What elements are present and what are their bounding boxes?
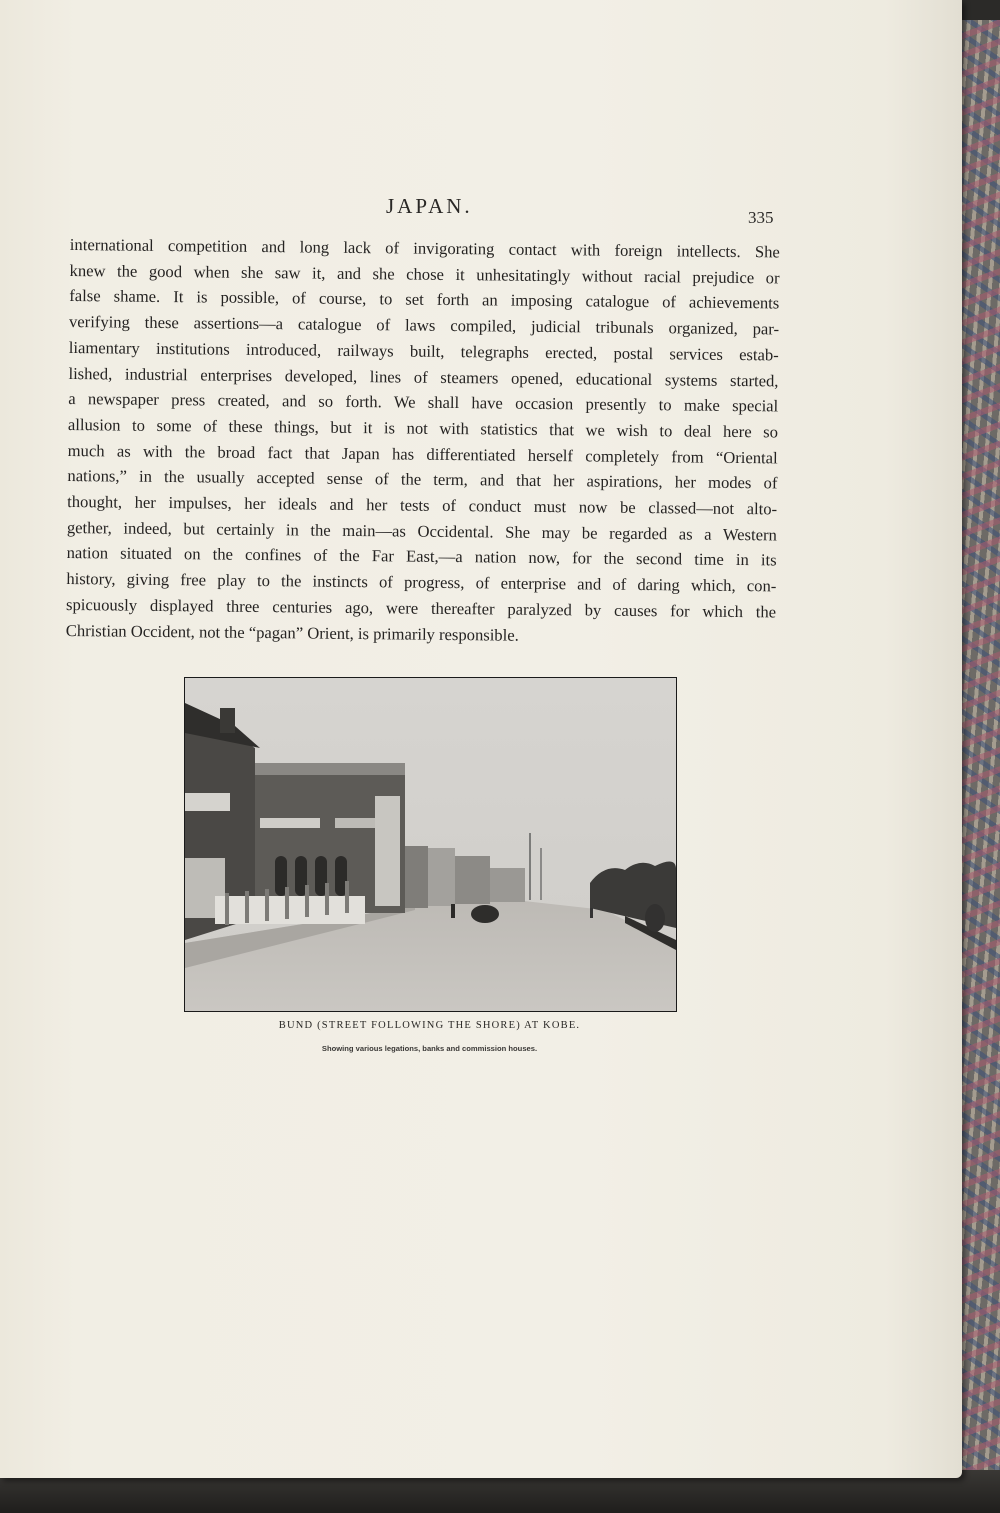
text-line: liamentary institutions introduced, railways built, telegraphs erected, postal services estab-	[68, 337, 779, 365]
text-line: false shame. It is possible, of course, to set forth an imposing catalogue of achievements	[69, 286, 780, 313]
text-line: verifying these assertions—a catalogue of laws compiled, judicial tribunals organized, par-	[68, 312, 780, 339]
page-number: 335	[748, 208, 774, 227]
text-line: gether, indeed, but certainly in the main—as Occidental. She may be regarded as a Western	[66, 517, 777, 545]
text-line: knew the good when she saw it, and she chose it unhesitatingly without racial prejudice or	[69, 260, 780, 288]
figure-subcaption: Showing various legations, banks and commission houses.	[321, 1044, 538, 1053]
text-line: nation situated on the confines of the Far East,—a nation now, for the second time in its	[66, 543, 777, 570]
text-line: thought, her impulses, her ideals and her tests of conduct must now be classed—not alto-	[67, 492, 778, 519]
street-photograph	[184, 677, 677, 1012]
text-line: lished, industrial enterprises developed, lines of steamers opened, educational systems started,	[68, 363, 779, 390]
text-line: Christian Occident, not the “pagan” Orient, is primarily responsible.	[65, 620, 519, 645]
photo-illustration	[185, 678, 676, 1011]
text-line: spicuously displayed three centuries ago, were thereafter paralyzed by causes for which the	[66, 594, 777, 622]
text-line: a newspaper press created, and so forth. We shall have occasion presently to make special	[68, 389, 779, 416]
text-line: allusion to some of these things, but it is not with statistics that we wish to deal here so	[67, 414, 779, 442]
figure-caption: BUND (STREET FOLLOWING THE SHORE) AT KOBE.	[278, 1020, 581, 1031]
running-head: JAPAN.	[386, 194, 473, 218]
text-line: nations,” in the usually accepted sense of the term, and that her aspirations, her modes of	[67, 466, 778, 493]
text-line: international competition and long lack of invigorating contact with foreign intellects. She	[69, 234, 780, 262]
text-line: history, giving free play to the instincts of progress, of enterprise and of daring which, con-	[66, 569, 777, 596]
body-paragraph	[66, 232, 780, 651]
text-line: much as with the broad fact that Japan has differentiated herself completely from “Oriental	[67, 440, 778, 468]
